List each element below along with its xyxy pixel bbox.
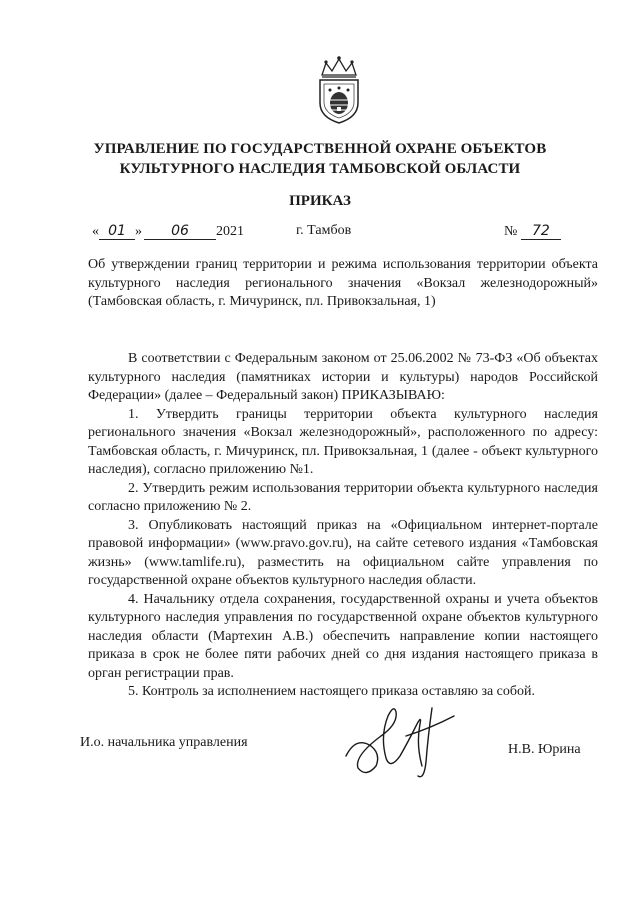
- signatory-position: И.о. начальника управления: [80, 735, 248, 750]
- body-paragraph-5: 5. Контроль за исполнением настоящего приказа оставляю за собой.: [128, 684, 536, 699]
- body-paragraph-1: 1. Утвердить границы территории объекта культурного наследия регионального значения «Вокзал железнодорожный», расположенного по адресу: Тамбовская область, г. Мичуринск, пл. Привокзальная, 1 (далее - объект культурного наследия), согласно приложению №1.: [88, 406, 598, 477]
- date-month: 06: [144, 223, 216, 240]
- body-paragraph-2: 2. Утвердить режим использования территории объекта культурного наследия согласно приложению № 2.: [88, 480, 598, 514]
- date-quote-close: »: [135, 224, 142, 239]
- body-paragraph-3: 3. Опубликовать настоящий приказ на «Официальном интернет-портале правовой информации» (www.pravo.gov.ru), на сайте сетевого издания «Тамбовская жизнь» (www.tamlife.ru), разместить на официальном сайте управления по государственной охране объектов культурного наследия области.: [88, 517, 598, 588]
- order-number: [504, 223, 561, 240]
- body-paragraph-4: 4. Начальнику отдела сохранения, государственной охраны и учета объектов культурного наследия управления по государственной охране объектов культурного наследия области (Мартехин А.В.) обеспечить направление копии настоящего приказа в срок не более пяти рабочих дней со дня издания настоящего приказа в орган регистрации прав.: [88, 591, 598, 681]
- order-subject: Об утверждении границ территории и режима использования территории объекта культурного наследия регионального значения «Вокзал железнодорожный» (Тамбовская область, г. Мичуринск, пл. Привокзальная, 1): [88, 257, 598, 309]
- org-title-line1: УПРАВЛЕНИЕ ПО ГОСУДАРСТВЕННОЙ ОХРАНЕ ОБЪЕКТОВ: [93, 141, 547, 157]
- signatory-name: Н.В. Юрина: [508, 742, 581, 757]
- org-title-line2: КУЛЬТУРНОГО НАСЛЕДИЯ ТАМБОВСКОЙ ОБЛАСТИ: [119, 161, 521, 177]
- order-body: [88, 350, 598, 702]
- organization-title: [60, 139, 580, 179]
- number-value: 72: [521, 223, 561, 240]
- number-sign: №: [504, 224, 518, 239]
- order-city: г. Тамбов: [296, 223, 352, 238]
- date-year: 2021: [216, 224, 244, 239]
- body-paragraph-preamble: В соответствии с Федеральным законом от 25.06.2002 № 73-ФЗ «Об объектах культурного наследия (памятниках истории и культуры) народов Российской Федерации» (далее – Федеральный закон) ПРИКАЗЫВАЮ:: [88, 351, 598, 403]
- coat-of-arms-icon: [314, 55, 364, 125]
- handwritten-signature-icon: [336, 696, 476, 786]
- order-date: [92, 223, 244, 240]
- date-day: 01: [99, 223, 135, 240]
- document-type-title: ПРИКАЗ: [289, 193, 351, 209]
- date-quote-open: «: [92, 224, 99, 239]
